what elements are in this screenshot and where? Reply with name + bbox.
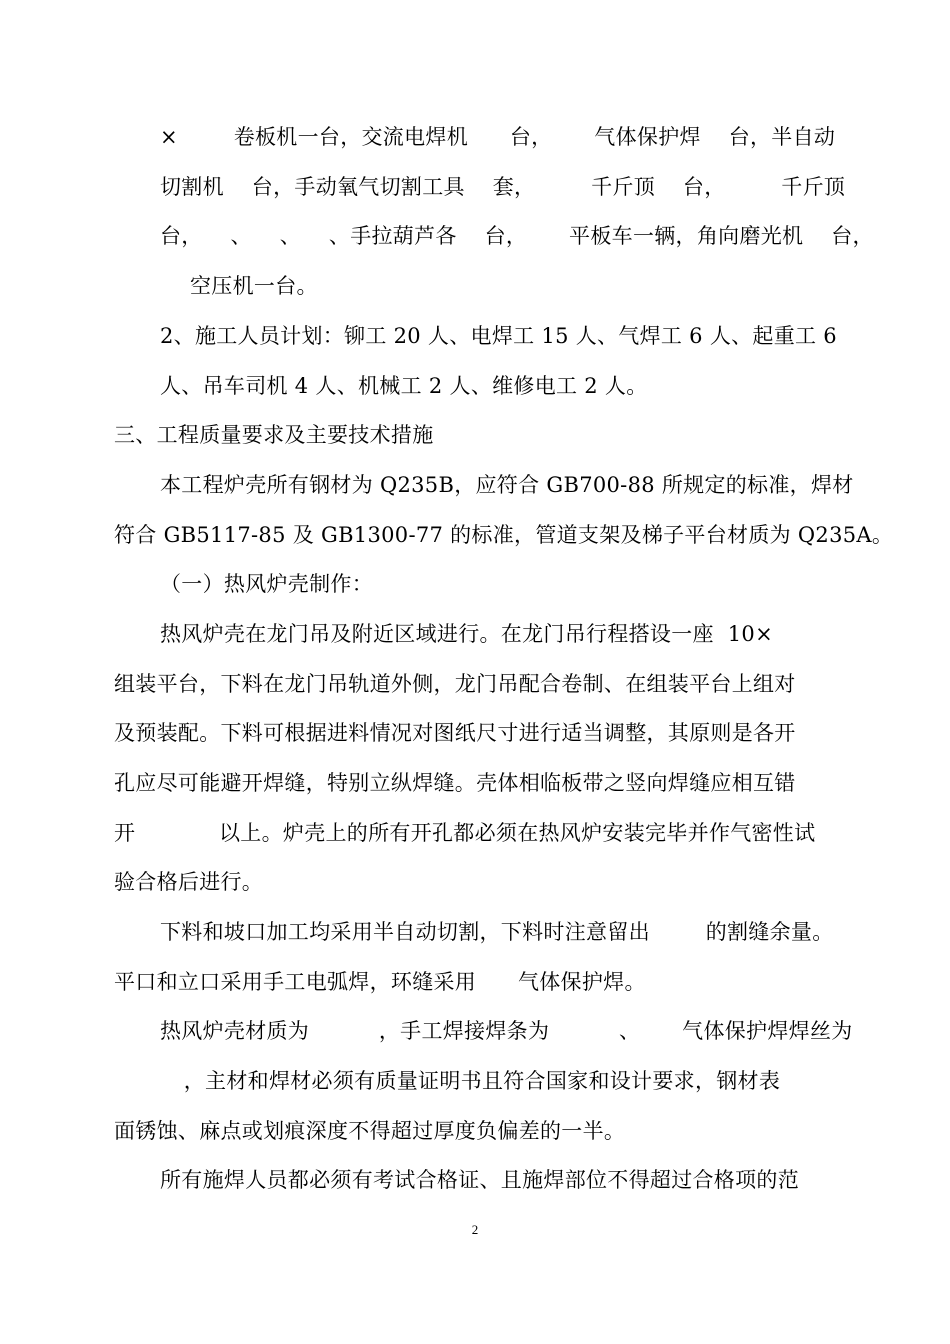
text-line: 热风炉壳在龙门吊及附近区域进行。在龙门吊行程搭设一座 10× <box>160 622 773 646</box>
text-line: 孔应尽可能避开焊缝，特别立纵焊缝。壳体相临板带之竖向焊缝应相互错 <box>114 771 796 795</box>
text-line: 所有施焊人员都必须有考试合格证、且施焊部位不得超过合格项的范 <box>160 1168 799 1192</box>
text-line: 面锈蚀、麻点或划痕深度不得超过厚度负偏差的一半。 <box>114 1119 626 1143</box>
page-number: 2 <box>471 1222 479 1237</box>
subsection-heading: （一）热风炉壳制作： <box>160 572 373 596</box>
text-line: 本工程炉壳所有钢材为 Q235B，应符合 GB700-88 所规定的标准，焊材 <box>160 473 854 497</box>
text-line: 组装平台，下料在龙门吊轨道外侧，龙门吊配合卷制、在组装平台上组对 <box>114 672 796 696</box>
text-line: 验合格后进行。 <box>114 870 264 894</box>
text-line: × 卷板机一台，交流电焊机 台， 气体保护焊 台，半自动 <box>160 125 836 149</box>
text-line: ，主材和焊材必须有质量证明书且符合国家和设计要求，钢材表 <box>114 1069 781 1093</box>
text-line: 及预装配。下料可根据进料情况对图纸尺寸进行适当调整，其原则是各开 <box>114 721 796 745</box>
text-line: 开 以上。炉壳上的所有开孔都必须在热风炉安装完毕并作气密性试 <box>114 821 816 845</box>
text-line: 平口和立口采用手工电弧焊，环缝采用 气体保护焊。 <box>114 970 646 994</box>
text-line: 下料和坡口加工均采用半自动切割，下料时注意留出 的割缝余量。 <box>160 920 834 944</box>
text-line: 空压机一台。 <box>190 274 318 298</box>
text-line: 人、吊车司机 4 人、机械工 2 人、维修电工 2 人。 <box>160 374 648 398</box>
text-line: 台， 、 、 、手拉葫芦各 台， 平板车一辆，角向磨光机 台， <box>160 224 874 248</box>
text-line: 符合 GB5117-85 及 GB1300-77 的标准，管道支架及梯子平台材质为 Q235A。 <box>114 523 894 547</box>
section-heading: 三、工程质量要求及主要技术措施 <box>114 423 434 447</box>
text-line: 2、施工人员计划：铆工 20 人、电焊工 15 人、气焊工 6 人、起重工 6 <box>160 324 837 348</box>
text-line: 热风炉壳材质为 ，手工焊接焊条为 、 气体保护焊焊丝为 <box>160 1019 853 1043</box>
text-line: 切割机 台，手动氧气切割工具 套， 千斤顶 台， 千斤顶 <box>160 175 846 199</box>
